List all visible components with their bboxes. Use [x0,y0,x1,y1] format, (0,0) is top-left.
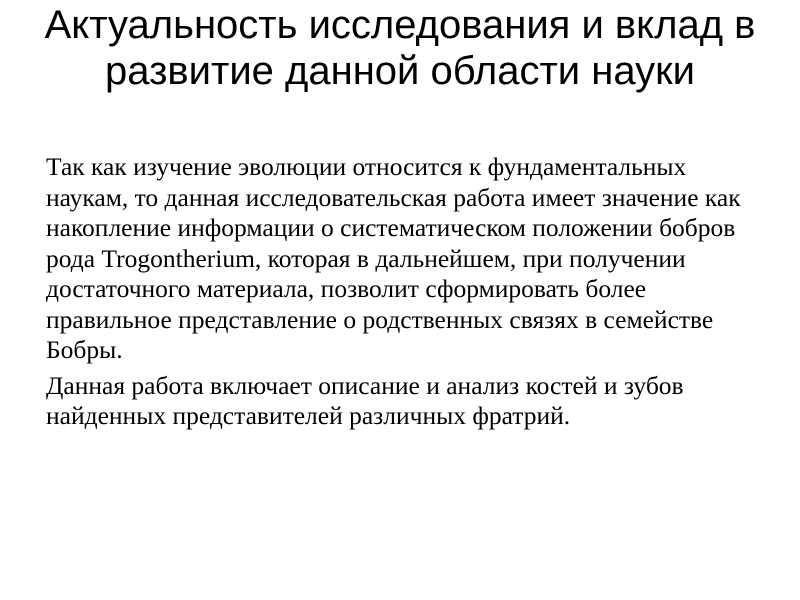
slide-body [46,152,766,432]
slide-title: Актуальность исследования и вклад в развитие данной области науки [44,3,756,93]
body-paragraph-2: Данная работа включает описание и анализ костей и зубов найденных представителей различных фратрий. [46,370,684,430]
body-paragraph-1: Так как изучение эволюции относится к фундаментальных наукам, то данная исследовательская работа имеет значение как накопление информации о систематическом положении бобров рода Trogontherium, которая в дальнейшем, при получении достаточного материала, позволит сформировать более правильное представление о родственных связях в семействе Бобры. [46,152,741,364]
